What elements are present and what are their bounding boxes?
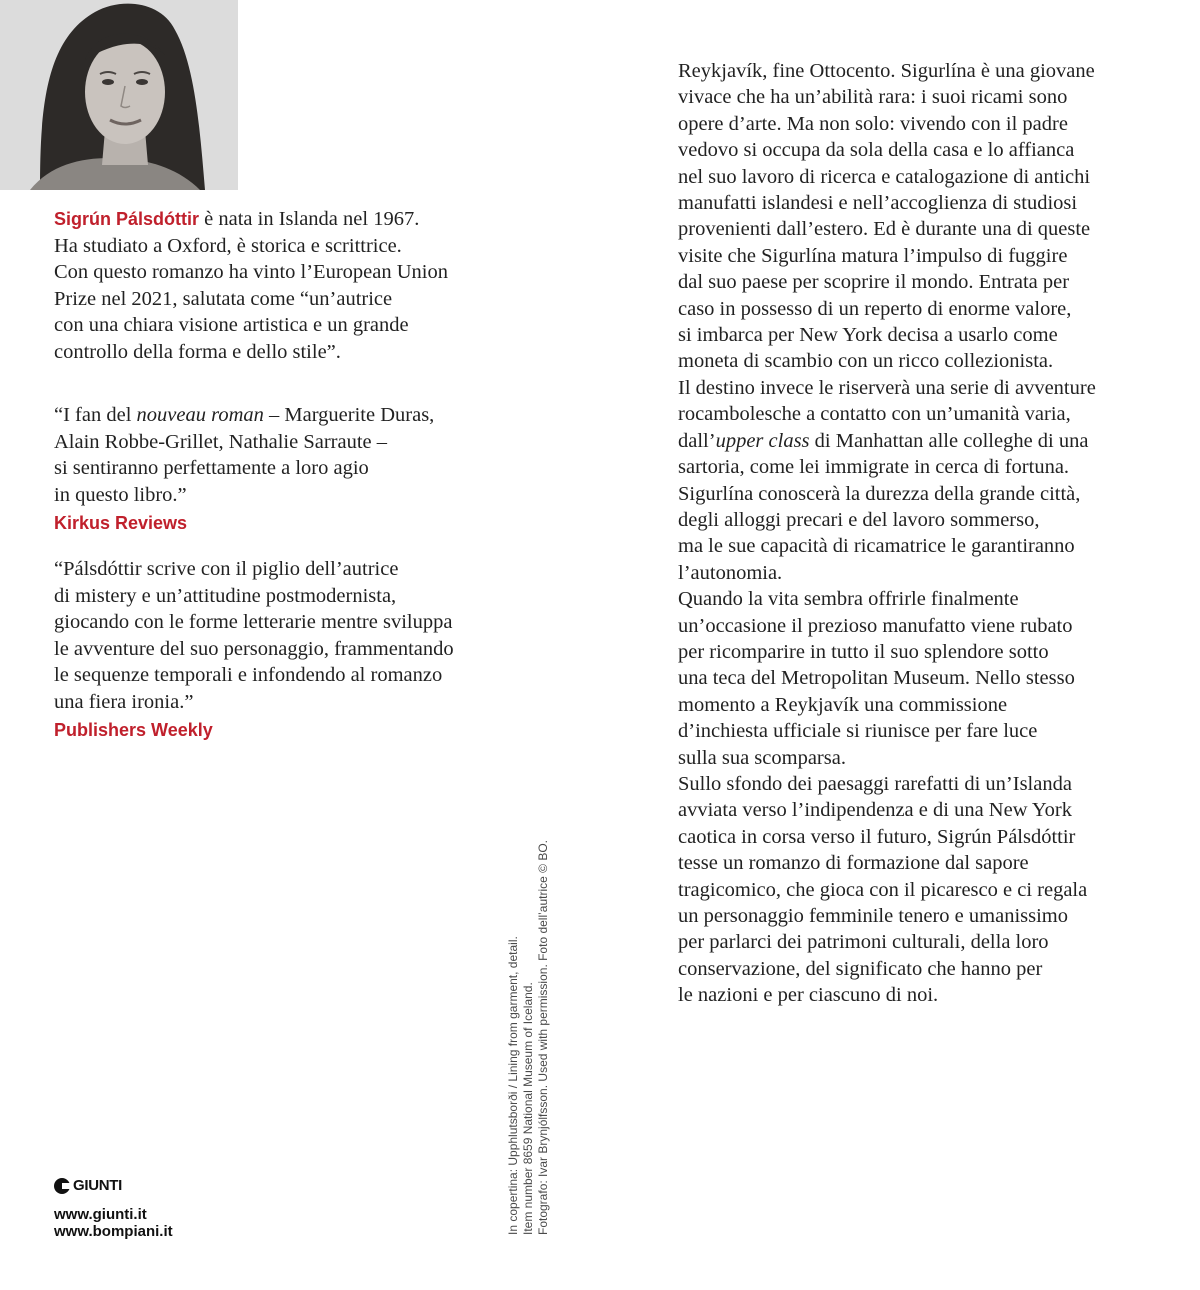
synopsis-line: tesse un romanzo di formazione dal sapore <box>678 852 1029 875</box>
bio-line: Con questo romanzo ha vinto l’European Union <box>54 261 448 283</box>
giunti-logo-icon <box>54 1178 70 1194</box>
synopsis-line: conservazione, del significato che hanno per <box>678 957 1043 980</box>
website-link[interactable]: www.giunti.it <box>54 1206 147 1223</box>
quote-line: “Pálsdóttir scrive con il piglio dell’autrice <box>54 558 399 580</box>
author-name: Sigrún Pálsdóttir <box>54 209 200 229</box>
synopsis-line: momento a Reykjavík una commissione <box>678 693 1008 716</box>
quote-source: Publishers Weekly <box>54 720 213 740</box>
synopsis-line: una teca del Metropolitan Museum. Nello stesso <box>678 667 1075 690</box>
review-quote-kirkus <box>54 402 524 534</box>
synopsis-line: opere d’arte. Ma non solo: vivendo con il padre <box>678 112 1068 135</box>
synopsis-line: un’occasione il prezioso manufatto viene rubato <box>678 614 1073 637</box>
synopsis-line: un personaggio femminile tenero e umanissimo <box>678 905 1068 927</box>
quote-line: una fiera ironia.” <box>54 690 194 713</box>
quote-source: Kirkus Reviews <box>54 513 188 533</box>
synopsis-line: l’autonomia. <box>678 561 783 584</box>
synopsis-line: per parlarci dei patrimoni culturali, della loro <box>678 931 1049 954</box>
synopsis-line: dall’upper class di Manhattan alle colleghe di una <box>678 429 1089 452</box>
synopsis-line: visite che Sigurlína matura l’impulso di fuggire <box>678 244 1068 267</box>
synopsis-line: nel suo lavoro di ricerca e catalogazione di antichi <box>678 165 1091 188</box>
quote-line: di mistery e un’attitudine postmodernista, <box>54 584 397 607</box>
quote-line: “I fan del nouveau roman – Marguerite Duras, <box>54 404 435 426</box>
synopsis-line: le nazioni e per ciascuno di noi. <box>678 984 939 1007</box>
synopsis-line: ma le sue capacità di ricamatrice le garantiranno <box>678 535 1075 558</box>
synopsis-line: per ricomparire in tutto il suo splendore sotto <box>678 640 1049 663</box>
synopsis-line: caotica in corsa verso il futuro, Sigrún Pálsdóttir <box>678 825 1076 848</box>
synopsis-line: Sullo sfondo dei paesaggi rarefatti di un’Islanda <box>678 772 1072 795</box>
synopsis-line: avviata verso l’indipendenza e di una New York <box>678 799 1072 822</box>
website-link[interactable]: www.bompiani.it <box>54 1223 173 1240</box>
bio-line: controllo della forma e dello stile”. <box>54 340 341 363</box>
quote-line: si sentiranno perfettamente a loro agio <box>54 457 369 479</box>
synopsis-line: Quando la vita sembra offrirle finalmente <box>678 588 1019 611</box>
bio-line: Ha studiato a Oxford, è storica e scrittrice. <box>54 234 402 257</box>
synopsis-line: Reykjavík, fine Ottocento. Sigurlína è una giovane <box>678 60 1095 82</box>
review-quote-publishers-weekly <box>54 556 524 741</box>
bio-line: Prize nel 2021, salutata come “un’autrice <box>54 287 393 310</box>
synopsis-line: sulla sua scomparsa. <box>678 746 846 769</box>
quote-line: giocando con le forme letterarie mentre sviluppa <box>54 611 453 633</box>
publisher-logo-text: GIUNTI <box>73 1177 123 1194</box>
synopsis-line: tragicomico, che gioca con il picaresco e ci regala <box>678 878 1088 901</box>
cover-credits <box>504 840 564 1235</box>
synopsis-line: Sigurlína conoscerà la durezza della grande città, <box>678 482 1081 505</box>
synopsis-line: moneta di scambio con un ricco collezionista. <box>678 350 1054 373</box>
synopsis-line: rocambolesche a contatto con un’umanità varia, <box>678 403 1071 426</box>
synopsis-line: provenienti dall’estero. Ed è durante una di queste <box>678 218 1091 241</box>
quote-line: le sequenze temporali e infondendo al romanzo <box>54 664 443 686</box>
synopsis-line: sartoria, come lei immigrate in cerca di fortuna. <box>678 456 1070 479</box>
author-photo <box>0 0 238 190</box>
synopsis-line: dal suo paese per scoprire il mondo. Entrata per <box>678 271 1070 294</box>
synopsis-line: degli alloggi precari e del lavoro sommerso, <box>678 508 1040 531</box>
synopsis-line: vivace che ha un’abilità rara: i suoi ricami sono <box>678 86 1068 109</box>
synopsis-line: si imbarca per New York decisa a usarlo come <box>678 324 1058 347</box>
bio-line: con una chiara visione artistica e un grande <box>54 314 409 336</box>
bio-line-1: Sigrún Pálsdóttir è nata in Islanda nel 1967. <box>54 208 420 230</box>
quote-line: le avventure del suo personaggio, frammentando <box>54 637 454 660</box>
synopsis-line: manufatti islandesi e nell’accoglienza di studiosi <box>678 192 1078 215</box>
synopsis-line: vedovo si occupa da sola della casa e lo affianca <box>678 139 1075 162</box>
synopsis-line: caso in possesso di un reperto di enorme valore, <box>678 297 1072 320</box>
quote-line: Alain Robbe-Grillet, Nathalie Sarraute – <box>54 430 388 453</box>
author-bio <box>54 206 524 365</box>
publisher-websites <box>54 1206 173 1240</box>
author-portrait-illustration <box>0 0 238 190</box>
synopsis-line: d’inchiesta ufficiale si riunisce per fare luce <box>678 720 1038 743</box>
quote-line: in questo libro.” <box>54 483 187 506</box>
synopsis-line: Il destino invece le riserverà una serie di avventure <box>678 376 1096 399</box>
publisher-logo <box>54 1177 122 1194</box>
credit-line: Fotografo: Ivar Brynjólfsson. Used with permission. Foto dell’autrice © BO. <box>536 840 550 1235</box>
synopsis <box>678 58 1178 1009</box>
credit-line: Item number 8659 National Museum of Iceland. <box>521 982 535 1235</box>
cover-credits-svg <box>504 840 564 1235</box>
credit-line: In copertina: Upphlutsborði / Lining from garment, detail. <box>506 936 520 1235</box>
